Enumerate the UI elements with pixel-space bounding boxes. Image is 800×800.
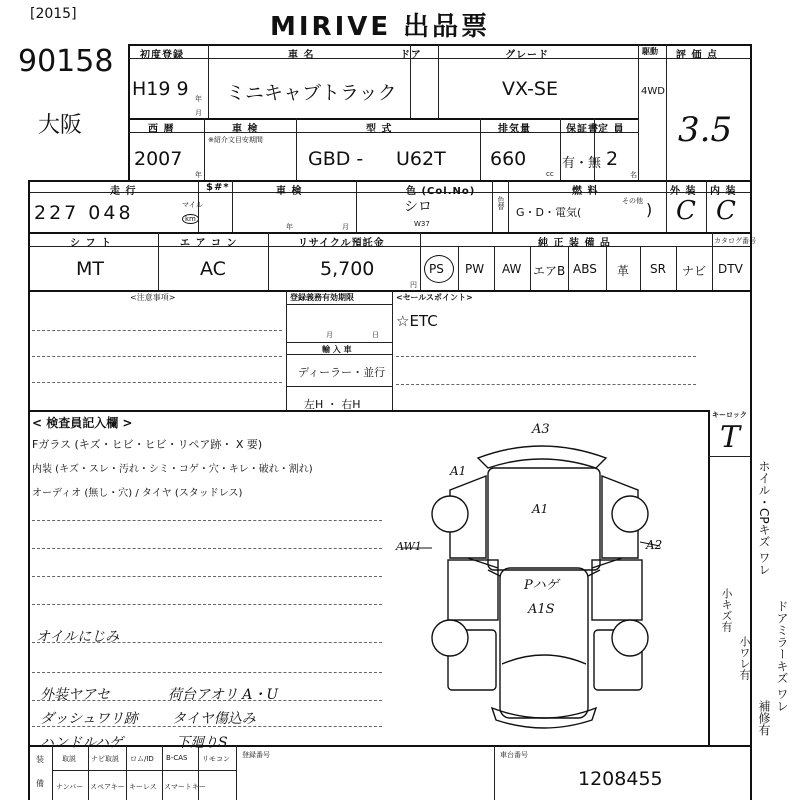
exterior-value: C (676, 196, 696, 226)
recycle-value: 5,700 (320, 258, 375, 280)
lot-number: 90158 (18, 44, 114, 79)
shift-value: MT (76, 258, 104, 280)
year-unit: 年 (195, 171, 202, 179)
inspection-section-label: < 検査員記入欄 > (32, 416, 133, 430)
key-lock-label: キーロック (712, 411, 747, 419)
note-under: 下廻りS (176, 735, 228, 751)
model-value: U62T (396, 148, 446, 170)
grid-line (286, 290, 287, 410)
grid-line (666, 44, 667, 182)
grid-line (568, 246, 569, 290)
grid-line (28, 290, 30, 800)
first-reg-month-unit: 月 (195, 109, 202, 117)
equipment-label: 純 正 装 備 品 (538, 238, 611, 249)
windshield (502, 655, 586, 664)
grid-line (438, 44, 439, 118)
key-lock-value: T (720, 420, 741, 455)
sales-point-label: <セールスポイント> (396, 293, 473, 302)
grid-line (286, 386, 392, 387)
footer-item: リモコン (202, 755, 230, 763)
inspection-label: 車 検 (232, 124, 259, 135)
grid-line (706, 180, 707, 232)
grid-line (28, 232, 750, 234)
diagram-p1: Pハゲ (524, 578, 559, 593)
displacement-value: 660 (490, 148, 527, 170)
equipment-item: ABS (573, 262, 597, 276)
exterior-label: 外 装 (670, 186, 697, 197)
door-label: ドア (400, 50, 422, 61)
grid-line (458, 246, 459, 290)
fuel-value: G・D・電気( (516, 206, 582, 219)
note-bed: 荷台アオリ A・U (168, 687, 279, 703)
grid-line (236, 745, 237, 800)
equipment-item: PW (465, 262, 485, 276)
inspection-note: ※紹介文目安期間 (208, 136, 263, 144)
audio-line: オーディオ (無し・穴) / タイヤ (スタッドレス) (32, 488, 243, 499)
grid-line (508, 180, 509, 232)
import-handle: 左H ・ 右H (304, 398, 361, 411)
sales-rule (396, 384, 696, 385)
reg-due-label: 登録義務有効期限 (290, 293, 354, 302)
grid-line (126, 745, 127, 800)
inspection-rule (32, 604, 382, 605)
displacement-unit: cc (546, 170, 554, 178)
grid-line (28, 246, 750, 247)
grid-line (268, 232, 269, 290)
diagram-a1-mid: A1 (532, 502, 549, 516)
first-reg-value: H19 9 (132, 78, 189, 100)
grid-line (208, 44, 209, 118)
equipment-col-bottom: 備 (36, 779, 44, 788)
shift-label: シ フ ト (70, 238, 112, 249)
interior-label: 内 装 (710, 186, 737, 197)
grid-line (392, 290, 393, 410)
fix-label: 補修有 (757, 700, 771, 736)
footer-item: ナンバー (56, 783, 84, 791)
mileage-label: 走 行 (110, 186, 137, 197)
caution-label: <注意事項> (130, 293, 176, 302)
grid-line (640, 246, 641, 290)
grid-line (356, 180, 357, 232)
location: 大阪 (38, 113, 83, 138)
tire-front-left (432, 620, 468, 656)
grid-line (638, 44, 639, 182)
mirror-label: ドアミラーキズ ワレ (775, 600, 789, 712)
import-dealer: ディーラー・並行 (298, 366, 386, 379)
color-change-label: 色替 (497, 196, 505, 210)
grid-line (494, 745, 495, 800)
recycle-label: リサイクル預託金 (298, 238, 385, 249)
catalog-label: カタログ番号 (714, 237, 756, 245)
note-oil: オイルにじみ (36, 629, 120, 645)
grid-line (560, 118, 561, 180)
score-value: 3.5 (678, 110, 733, 150)
grid-line (52, 745, 53, 800)
grid-line (28, 745, 750, 747)
grid-line (420, 232, 421, 290)
chassis-label: 車台番号 (500, 751, 528, 759)
door-right (592, 560, 642, 620)
grid-line (286, 342, 392, 343)
grid-line (606, 246, 607, 290)
caution-rule (32, 356, 282, 357)
tire-rear-left (432, 496, 468, 532)
mileage-value: 227 048 (34, 202, 134, 224)
grid-line (530, 246, 531, 290)
note-exterior: 外装ヤアセ (40, 687, 110, 703)
equipment-item: ナビ (682, 264, 707, 278)
footer-item: スペアキー (90, 783, 125, 791)
equipment-item: エアB (533, 264, 566, 278)
footer-item: ナビ取説 (91, 755, 119, 763)
color-label: 色 (Col.No) (406, 186, 476, 197)
model-label: 型 式 (366, 124, 393, 135)
footer-item: キーレス (129, 783, 157, 791)
car-inspection-year: 年 (286, 223, 293, 231)
grid-line (128, 44, 130, 182)
grid-line (88, 745, 89, 800)
caution-rule (32, 330, 282, 331)
car-name-label: 車 名 (288, 50, 315, 61)
footer-item: 取説 (62, 755, 76, 763)
wheel-label: ホイル・CPキズ ワレ (757, 460, 771, 576)
equipment-item: DTV (718, 262, 743, 276)
car-inspection-month: 月 (342, 223, 349, 231)
footer-item: B-CAS (166, 754, 188, 762)
grid-line (296, 118, 297, 180)
diagram-a2: A2 (646, 538, 663, 552)
grid-line (708, 410, 710, 745)
grid-line (158, 232, 159, 290)
inspection-rule (32, 576, 382, 577)
mileage-unit-km: km (182, 214, 199, 224)
grid-line (492, 180, 493, 232)
meter-label: $#* (206, 182, 230, 193)
mileage-unit-mile: マイル (182, 201, 203, 209)
mirror-small: 小キズ有 (720, 588, 733, 632)
color-value: シロ (404, 199, 432, 215)
grid-line (162, 745, 163, 800)
caution-rule (32, 382, 282, 383)
grid-line (708, 456, 750, 457)
aircon-label: エ ア コ ン (180, 238, 238, 249)
glass-line: Fガラス (キズ・ヒビ・ヒビ・リペア跡・ X 要) (32, 438, 263, 451)
diagram-w1: AW1 (396, 540, 422, 553)
diagram-a1-top: A1 (450, 464, 467, 478)
score-label: 評 価 点 (676, 50, 718, 61)
first-reg-year-unit: 年 (195, 95, 202, 103)
grid-line (204, 118, 205, 180)
note-dash: ダッシュワリ跡 (40, 711, 138, 727)
grid-line (286, 304, 392, 305)
grid-line (28, 410, 708, 412)
grid-line (128, 58, 750, 59)
chassis-value: 1208455 (578, 768, 663, 790)
year-label: 西 暦 (148, 124, 175, 135)
tire-rear-right (612, 496, 648, 532)
grid-line (676, 246, 677, 290)
recycle-unit: 円 (410, 281, 417, 289)
color-code: W37 (414, 220, 430, 228)
grade-value: VX-SE (502, 78, 558, 100)
capacity-label: 定 員 (598, 124, 625, 135)
equipment-item: SR (650, 262, 666, 276)
tire-front-right (612, 620, 648, 656)
interior-value: C (716, 196, 736, 226)
car-name-value: ミニキャブトラック (226, 82, 397, 104)
diagram-p2: A1S (528, 602, 555, 617)
note-handle: ハンドルハゲ (40, 735, 124, 751)
capacity-value: 2 (606, 148, 619, 170)
grid-line (750, 44, 752, 182)
reg-no-label: 登録番号 (242, 751, 270, 759)
first-reg-label: 初度登録 (140, 50, 184, 61)
equipment-item: AW (502, 262, 522, 276)
inspection-rule (32, 672, 382, 673)
year-value: 2007 (134, 148, 183, 170)
sales-rule (396, 356, 696, 357)
fuel-close: ) (646, 200, 653, 219)
displacement-label: 排気量 (498, 124, 531, 135)
car-inspection-label: 車 検 (276, 186, 303, 197)
grid-line (750, 290, 752, 800)
fuel-label: 燃 料 (572, 186, 599, 197)
rear-bumper (478, 446, 606, 468)
fuel-other-label: その他 (622, 197, 643, 205)
mirror-small2: 小ワレ有 (738, 636, 751, 680)
equipment-col-top: 装 (36, 755, 44, 764)
sheet-title: MIRIVE 出品票 (270, 12, 491, 42)
grid-line (480, 118, 481, 180)
equipment-item: 革 (617, 264, 630, 278)
note-tire: タイヤ傷込み (172, 711, 256, 727)
year-tag: [2015] (30, 6, 77, 22)
warranty-value: 有・無 (562, 156, 602, 171)
grid-line (750, 180, 752, 290)
reg-due-day: 日 (372, 331, 379, 339)
inspection-rule (32, 520, 382, 521)
grid-line (28, 180, 30, 290)
import-label: 輸 入 車 (322, 345, 352, 354)
equipment-item: PS (429, 262, 444, 276)
reg-due-month: 月 (326, 331, 333, 339)
inspection-rule (32, 548, 382, 549)
grid-line (494, 246, 495, 290)
model-prefix: GBD - (308, 148, 364, 170)
grid-line (666, 180, 667, 232)
grid-line (232, 180, 233, 232)
cargo-bed (488, 468, 600, 570)
sales-point-value: ☆ETC (396, 312, 438, 330)
grid-line (52, 770, 236, 771)
grid-line (712, 232, 713, 290)
drive-label: 駆動 (642, 47, 658, 56)
footer-item: ロム/ID (130, 755, 154, 763)
footer-item: スマートキー (164, 783, 206, 791)
grade-label: グレード (505, 50, 549, 61)
warranty-label: 保証書 (566, 124, 599, 135)
aircon-value: AC (200, 258, 226, 280)
interior-line: 内装 (キズ・スレ・汚れ・シミ・コゲ・穴・キレ・破れ・割れ) (32, 464, 313, 475)
capacity-unit: 名 (630, 171, 637, 179)
drive-value: 4WD (641, 86, 665, 97)
diagram-a3: A3 (532, 422, 550, 437)
